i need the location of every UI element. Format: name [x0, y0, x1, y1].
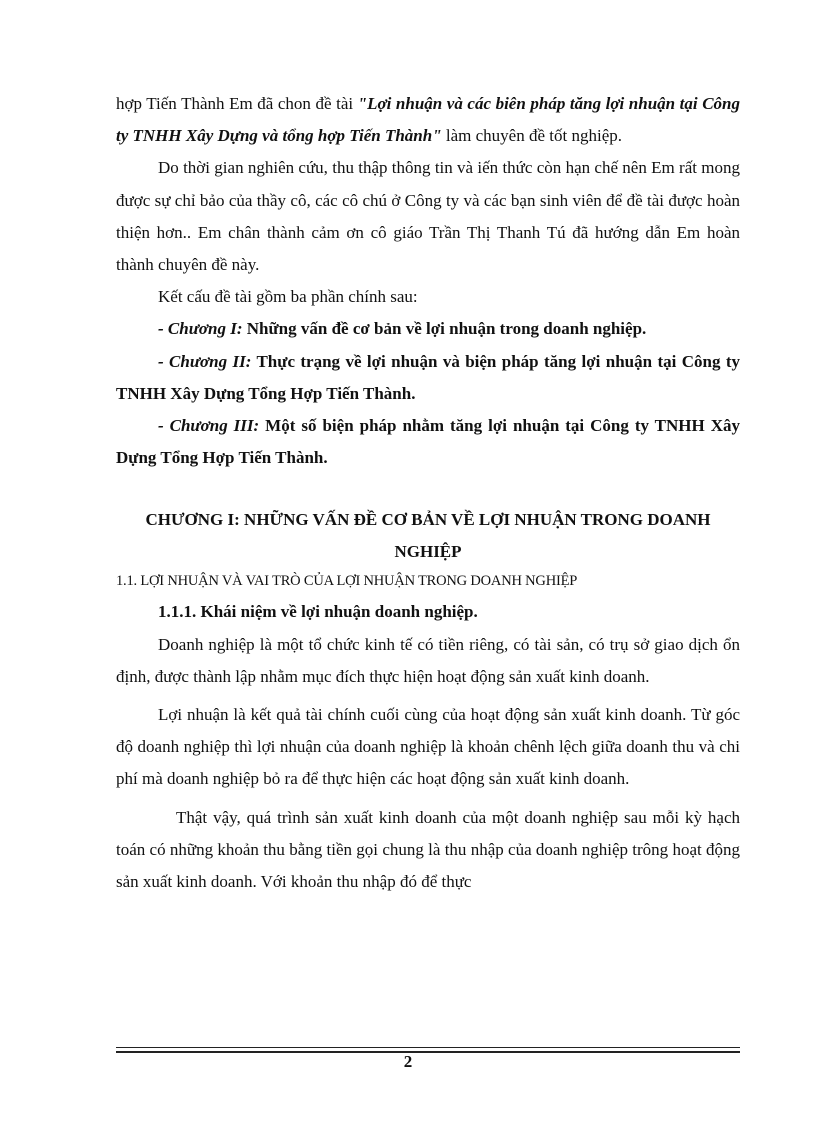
chapter-1-text: Những vấn đề cơ bản về lợi nhuận trong doanh nghiệp.	[242, 319, 647, 339]
chapter-1-label: - Chương I:	[158, 319, 243, 339]
subsection-heading: 1.1.1. Khái niệm về lợi nhuận doanh nghiệp.	[158, 602, 478, 622]
chapter-3-item	[116, 410, 740, 474]
footer-rule-thin	[116, 1047, 740, 1048]
intro-text-end: làm chuyên đề tốt nghiệp.	[441, 126, 622, 146]
chapter-3-label: - Chương III:	[158, 416, 260, 436]
page-number: 2	[403, 1052, 413, 1071]
intro-text: hợp Tiến Thành Em đã chon đề tài	[116, 94, 358, 113]
thesis-title: "Lợi nhuận và các biên pháp tăng lợi nhuận tại Công ty TNHH Xây Dựng và tổng hợp Tiến Thành"	[116, 94, 740, 146]
document-body	[116, 88, 740, 898]
acknowledgement-paragraph: Do thời gian nghiên cứu, thu thập thông tin và iến thức còn hạn chế nên Em rất mong được sự chỉ bảo của thầy cô, các cô chú ở Công ty và các bạn sinh viên để đề tài được hoàn thiện hơn.. Em chân thành cảm ơn cô giáo Trần Thị Thanh Tú đã hướng dẫn Em hoàn thành chuyên đề này.	[116, 158, 740, 275]
chapter-2-item	[116, 346, 740, 410]
chapter-1-item	[116, 313, 740, 345]
chapter-2-text: Thực trạng về lợi nhuận và biện pháp tăng lợi nhuận tại Công ty TNHH Xây Dựng Tổng Hợp Tiến Thành.	[116, 351, 741, 403]
chapter-2-label: - Chương II:	[158, 351, 252, 371]
section-heading: 1.1. LỢI NHUẬN VÀ VAI TRÒ CỦA LỢI NHUẬN TRONG DOANH NGHIỆP	[116, 573, 578, 590]
structure-intro: Kết cấu đề tài gồm ba phần chính sau:	[158, 287, 418, 307]
chapter-3-text: Một số biện pháp nhằm tăng lợi nhuận tại Công ty TNHH Xây Dựng Tổng Hợp Tiến Thành.	[116, 416, 740, 468]
profit-paragraph: Lợi nhuận là kết quả tài chính cuối cùng của hoạt động sản xuất kinh doanh. Từ góc độ doanh nghiệp thì lợi nhuận của doanh nghiệp là khoản chênh lệch giữa doanh thu và chi phí mà doanh nghiệp bỏ ra để thực hiện các hoạt động sản xuất kinh doanh.	[116, 705, 740, 789]
intro-paragraph	[116, 88, 740, 152]
chapter-heading: CHƯƠNG I: NHỮNG VẤN ĐỀ CƠ BẢN VỀ LỢI NHUẬN TRONG DOANH NGHIỆP	[145, 510, 711, 562]
income-paragraph: Thật vậy, quá trình sản xuất kinh doanh của một doanh nghiệp sau mỗi kỳ hạch toán có những khoản thu bằng tiền gọi chung là thu nhập của doanh nghiệp trông hoạt động sản xuất kinh doanh. Với khoản thu nhập đó để thực	[116, 807, 740, 892]
definition-paragraph: Doanh nghiệp là một tổ chức kinh tế có tiền riêng, có tài sản, có trụ sở giao dịch ổn định, được thành lập nhằm mục đích thực hiện hoạt động sản xuất kinh doanh.	[116, 634, 740, 686]
